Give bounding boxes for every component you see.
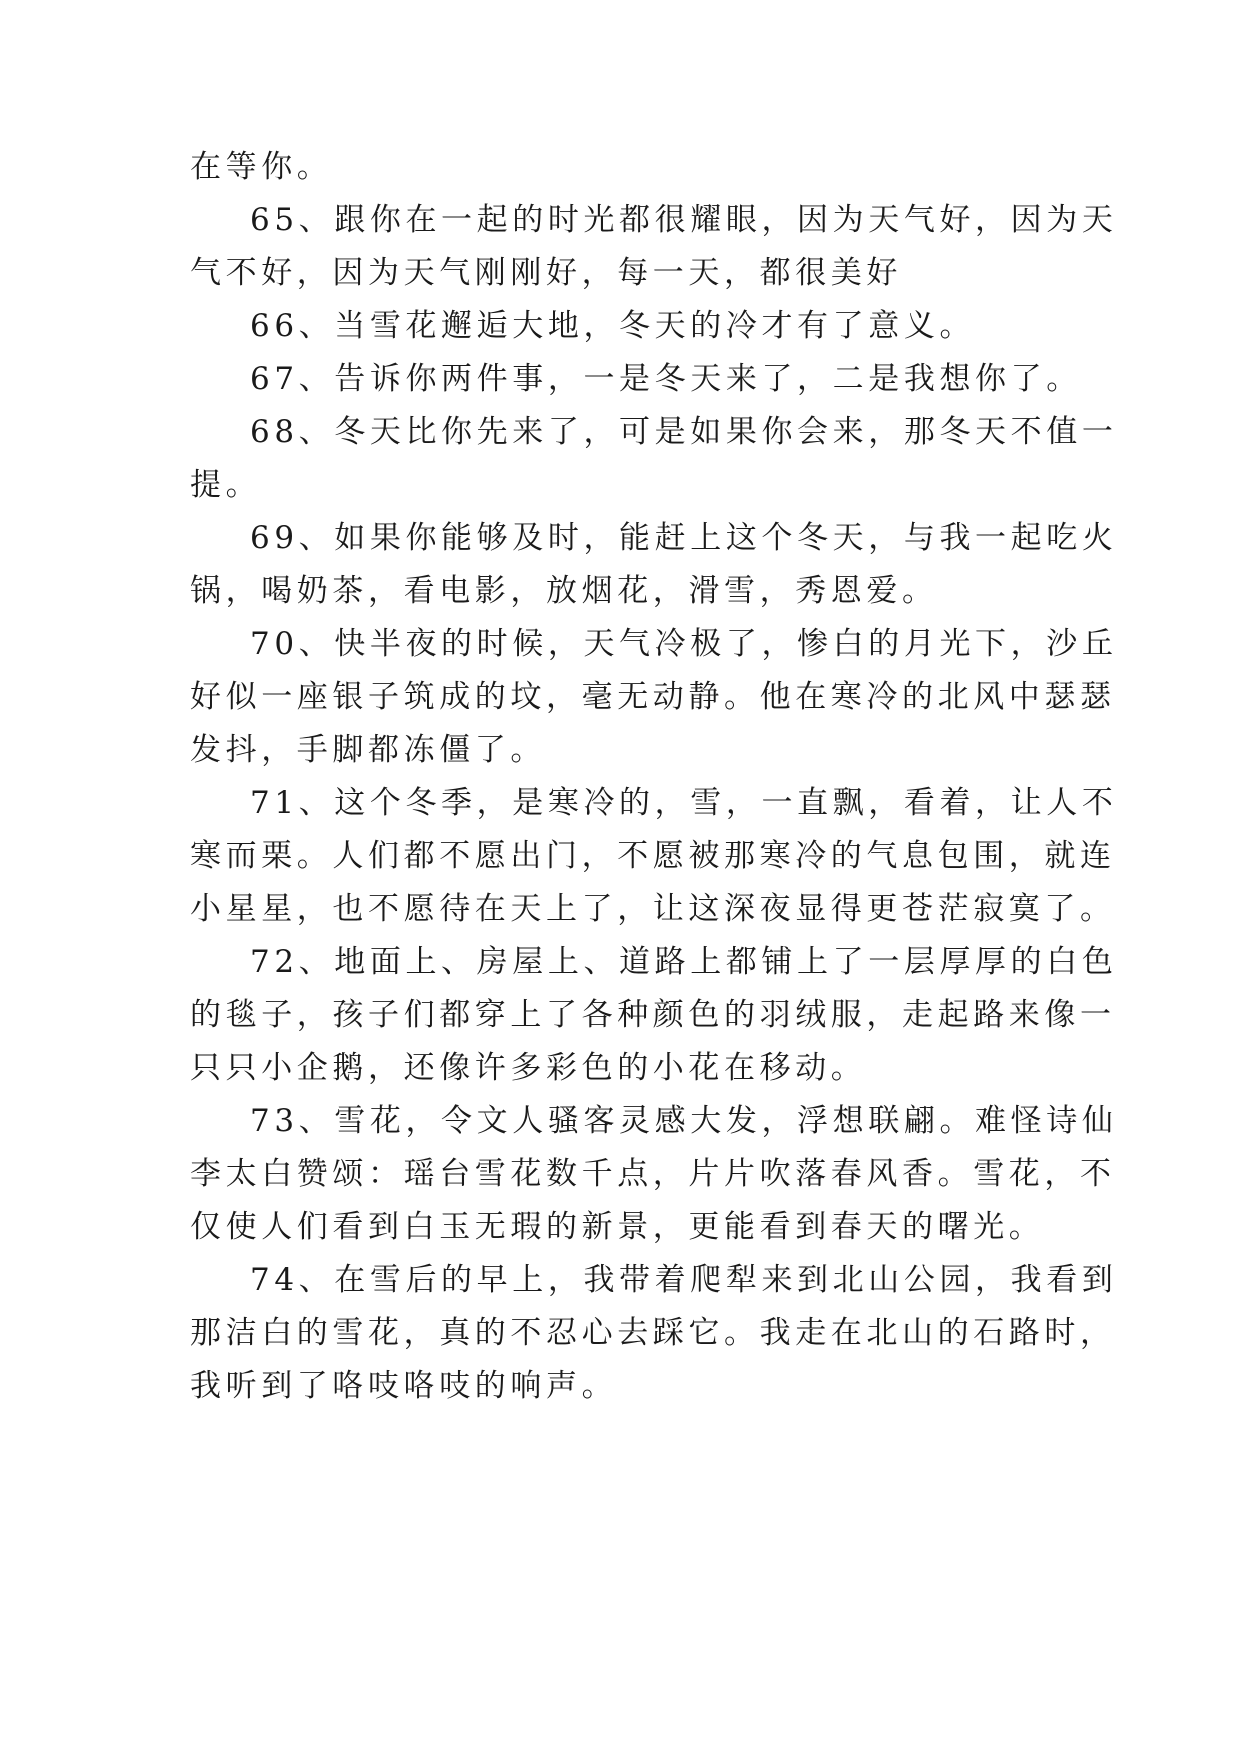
paragraph-70-line-1: 70、快半夜的时候，天气冷极了，惨白的月光下，沙丘 [250,626,1118,662]
paragraph-73-line-2: 李太白赞颂：瑶台雪花数千点，片片吹落春风香。雪花，不 [190,1156,1116,1192]
paragraph-70-line-3: 发抖，手脚都冻僵了。 [190,732,546,768]
paragraph-65-line-1: 65、跟你在一起的时光都很耀眼，因为天气好，因为天 [250,202,1118,238]
paragraph-67: 67、告诉你两件事，一是冬天来了，二是我想你了。 [250,361,1082,397]
paragraph-72-line-2: 的毯子，孩子们都穿上了各种颜色的羽绒服，走起路来像一 [190,997,1116,1033]
paragraph-73-line-3: 仅使人们看到白玉无瑕的新景，更能看到春天的曙光。 [190,1209,1045,1245]
paragraph-68-line-1: 68、冬天比你先来了，可是如果你会来，那冬天不值一 [250,414,1118,450]
paragraph-71-line-3: 小星星，也不愿待在天上了，让这深夜显得更苍茫寂寞了。 [190,891,1116,927]
paragraph-73-line-1: 73、雪花，令文人骚客灵感大发，浮想联翩。难怪诗仙 [250,1103,1118,1139]
paragraph-71-line-1: 71、这个冬季，是寒冷的，雪，一直飘，看着，让人不 [250,785,1118,821]
paragraph-74-line-2: 那洁白的雪花，真的不忍心去踩它。我走在北山的石路时， [190,1315,1116,1351]
paragraph-66: 66、当雪花邂逅大地，冬天的冷才有了意义。 [250,308,976,344]
paragraph-74-line-3: 我听到了咯吱咯吱的响声。 [190,1368,618,1404]
paragraph-72-line-1: 72、地面上、房屋上、道路上都铺上了一层厚厚的白色 [250,944,1118,980]
paragraph-70-line-2: 好似一座银子筑成的坟，毫无动静。他在寒冷的北风中瑟瑟 [190,679,1116,715]
paragraph-68-line-2: 提。 [190,467,262,503]
paragraph-72-line-3: 只只小企鹅，还像许多彩色的小花在移动。 [190,1050,867,1086]
text-line: 在等你。 [190,149,333,185]
paragraph-69-line-2: 锅，喝奶茶，看电影，放烟花，滑雪，秀恩爱。 [190,573,938,609]
paragraph-69-line-1: 69、如果你能够及时，能赶上这个冬天，与我一起吃火 [250,520,1118,556]
paragraph-74-line-1: 74、在雪后的早上，我带着爬犁来到北山公园，我看到 [250,1262,1118,1298]
paragraph-71-line-2: 寒而栗。人们都不愿出门，不愿被那寒冷的气息包围，就连 [190,838,1116,874]
paragraph-65-line-2: 气不好，因为天气刚刚好，每一天，都很美好 [190,255,902,291]
